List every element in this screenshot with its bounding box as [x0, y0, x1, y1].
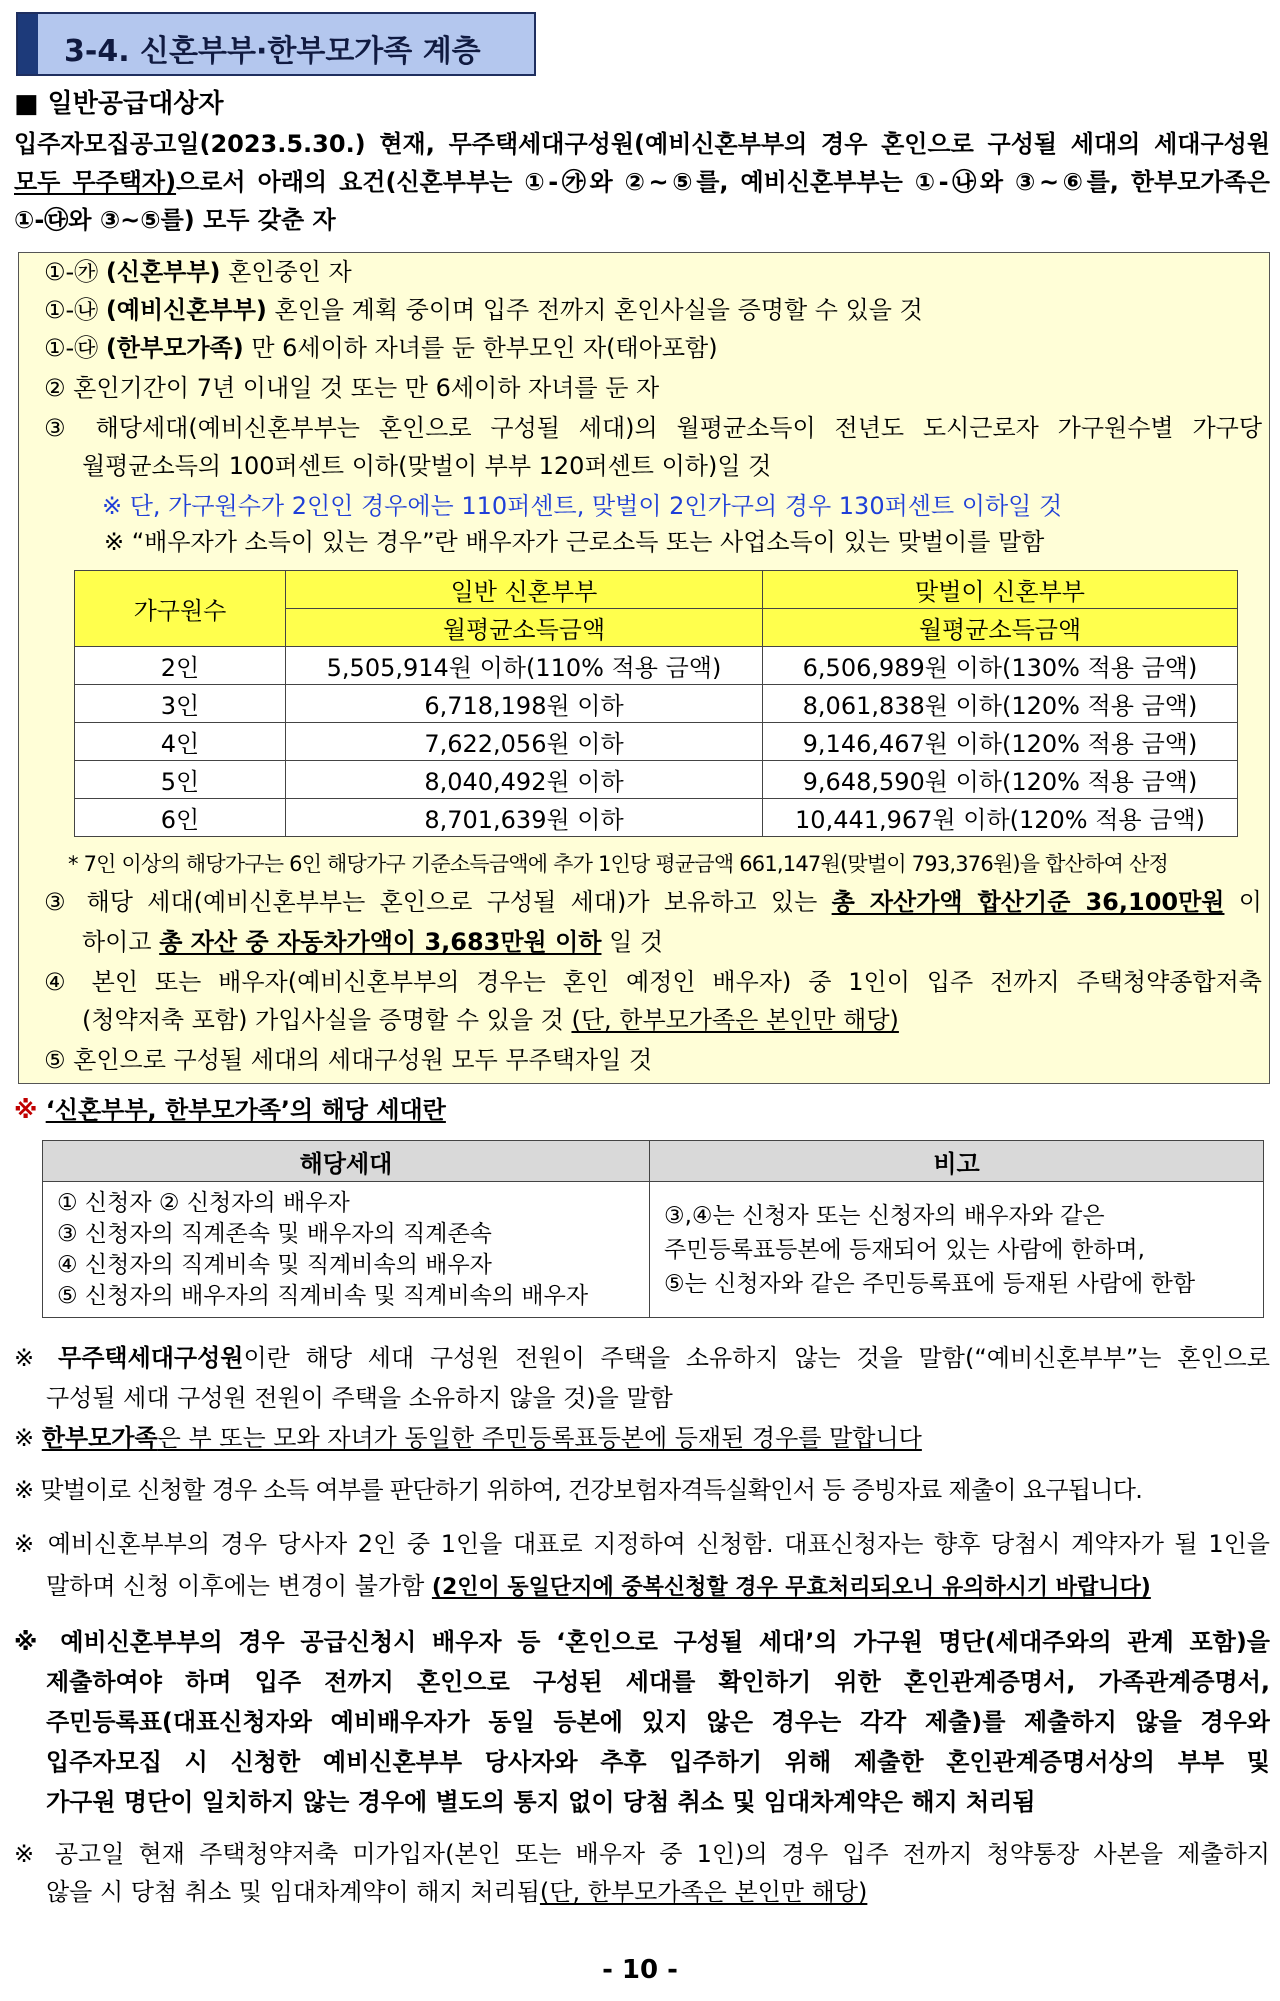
household-remarks-cell	[650, 1182, 1264, 1318]
section-header-bar	[18, 14, 38, 74]
note-6-line-2	[46, 1876, 867, 1908]
table-row	[75, 685, 1238, 723]
note-5-line-3: 주민등록표(대표신청자와 예비배우자가 동일 등본에 있지 않은 경우는 각각 제출)를 제출하지 않을 경우와	[46, 1708, 1270, 1736]
household-size: 5인	[75, 761, 286, 799]
req-1a-bold: (신혼부부)	[105, 258, 221, 286]
dual-income: 9,146,467원 이하(120% 적용 금액)	[763, 723, 1238, 761]
note-4-line-2	[46, 1570, 1151, 1604]
note-5-line-4: 입주자모집 시 신청한 예비신혼부부 당사자와 추후 입주하기 위해 제출한 혼인관계증명서상의 부부 및	[46, 1748, 1270, 1776]
req-1b-text: 혼인을 계획 중이며 입주 전까지 혼인사실을 증명할 수 있을 것	[266, 296, 923, 324]
household-remark: ③,④는 신청자 또는 신청자의 배우자와 같은	[664, 1202, 1105, 1229]
page-number: - 10 -	[602, 1955, 678, 1985]
general-income: 8,040,492원 이하	[286, 761, 763, 799]
general-heading: ■ 일반공급대상자	[14, 89, 224, 119]
req-1b	[44, 294, 923, 326]
household-remark: ⑤는 신청자와 같은 주민등록표에 등재된 사람에 한함	[664, 1270, 1196, 1297]
note-5-line-5: 가구원 명단이 일치하지 않는 경우에 별도의 통지 없이 당첨 취소 및 임대차계약은 해지 처리됨	[46, 1788, 1036, 1816]
req-1c-prefix: ①-㉰	[44, 334, 99, 362]
note-2-mark: ※	[14, 1424, 42, 1452]
household-size: 2인	[75, 647, 286, 685]
table-row	[75, 799, 1238, 837]
household-size: 3인	[75, 685, 286, 723]
table-row	[75, 647, 1238, 685]
req-1c	[44, 332, 718, 364]
asset-total: 총 자산가액 합산기준 36,100만원	[831, 888, 1225, 916]
household-remark: 주민등록표등본에 등재되어 있는 사람에 한하며,	[664, 1236, 1145, 1263]
section-title: 3-4. 신혼부부·한부모가족 계층	[64, 34, 481, 69]
household-heading	[14, 1094, 446, 1126]
asset-line-2	[82, 926, 663, 958]
req-1a-text: 혼인중인 자	[220, 258, 352, 286]
dual-income: 10,441,967원 이하(120% 적용 금액)	[763, 799, 1238, 837]
note-4-line-1: ※ 예비신혼부부의 경우 당사자 2인 중 1인을 대표로 지정하여 신청함. 대표신청자는 향후 당첨시 계약자가 될 1인을	[14, 1530, 1270, 1558]
income-col-general: 일반 신혼부부	[286, 571, 763, 609]
dual-income: 9,648,590원 이하(120% 적용 금액)	[763, 761, 1238, 799]
asset-line-1-end: 이	[1224, 888, 1262, 916]
household-col-household: 해당세대	[43, 1141, 650, 1182]
note-2-term: 한부모가족	[41, 1424, 158, 1452]
household-size: 6인	[75, 799, 286, 837]
note-1-term: 무주택세대구성원	[58, 1344, 244, 1372]
asset-car: 총 자산 중 자동차가액이 3,683만원 이하	[159, 928, 602, 956]
intro-underlined: 모두 무주택자)	[14, 168, 177, 196]
req-5: ⑤ 혼인으로 구성될 세대의 세대구성원 모두 무주택자일 것	[44, 1046, 653, 1074]
note-6-exception: (단, 한부모가족은 본인만 해당)	[539, 1878, 868, 1906]
req-4-line-1: ④ 본인 또는 배우자(예비신혼부부의 경우는 혼인 예정인 배우자) 중 1인이 입주 전까지 주택청약종합저축	[44, 968, 1262, 996]
note-spouse: ※ “배우자가 소득이 있는 경우”란 배우자가 근로소득 또는 사업소득이 있는 맞벌이를 말함	[104, 528, 1045, 556]
household-col-remark: 비고	[650, 1141, 1264, 1182]
note-blue: ※ 단, 가구원수가 2인인 경우에는 110퍼센트, 맞벌이 2인가구의 경우 130퍼센트 이하일 것	[102, 492, 1063, 520]
asset-line-1	[44, 886, 1262, 920]
household-table	[42, 1140, 1264, 1318]
household-item: ① 신청자 ② 신청자의 배우자	[57, 1189, 350, 1216]
note-2	[14, 1422, 922, 1454]
income-sub-general: 월평균소득금액	[286, 609, 763, 647]
req-3-line-1: ③ 해당세대(예비신혼부부는 혼인으로 구성될 세대)의 월평균소득이 전년도 도시근로자 가구원수별 가구당	[44, 414, 1262, 442]
req-1b-bold: (예비신혼부부)	[105, 296, 267, 324]
req-1c-bold: (한부모가족)	[105, 334, 244, 362]
intro-line-1: 입주자모집공고일(2023.5.30.) 현재, 무주택세대구성원(예비신혼부부의 경우 혼인으로 구성될 세대의 세대구성원	[14, 130, 1270, 158]
general-income: 6,718,198원 이하	[286, 685, 763, 723]
note-6-line-1: ※ 공고일 현재 주택청약저축 미가입자(본인 또는 배우자 중 1인)의 경우 입주 전까지 청약통장 사본을 제출하지	[14, 1840, 1270, 1868]
table-row	[75, 723, 1238, 761]
req-2: ② 혼인기간이 7년 이내일 것 또는 만 6세이하 자녀를 둔 자	[44, 374, 660, 402]
note-1-line-1	[14, 1342, 1270, 1376]
household-item: ⑤ 신청자의 배우자의 직계비속 및 직계비속의 배우자	[57, 1282, 589, 1309]
note-5-line-2: 제출하여야 하며 입주 전까지 혼인으로 구성된 세대를 확인하기 위한 혼인관계증명서, 가족관계증명서,	[46, 1668, 1270, 1696]
note-4-warning: (2인이 동일단지에 중복신청할 경우 무효처리되오니 유의하시기 바랍니다)	[431, 1575, 1151, 1600]
household-size: 4인	[75, 723, 286, 761]
note-3: ※ 맞벌이로 신청할 경우 소득 여부를 판단하기 위하여, 건강보험자격득실확인서 등 증빙자료 제출이 요구됩니다.	[14, 1476, 1143, 1504]
req-4-line-2-text: (청약저축 포함) 가입사실을 증명할 수 있을 것	[82, 1006, 572, 1034]
note-4-line-2-text: 말하며 신청 이후에는 변경이 불가함	[46, 1572, 432, 1600]
general-income: 7,622,056원 이하	[286, 723, 763, 761]
household-heading-text: ‘신혼부부, 한부모가족’의 해당 세대란	[45, 1096, 446, 1124]
intro-line-3: ①-㉰와 ③~⑤를) 모두 갖춘 자	[14, 206, 336, 234]
dual-income: 8,061,838원 이하(120% 적용 금액)	[763, 685, 1238, 723]
intro-line-2-text: 으로서 아래의 요건(신혼부부는 ①-㉮와 ②~⑤를, 예비신혼부부는 ①-㉯와 ③~⑥를, 한부모가족은	[176, 168, 1270, 196]
household-item: ④ 신청자의 직계비속 및 직계비속의 배우자	[57, 1251, 492, 1278]
income-table	[74, 570, 1238, 837]
household-items-cell	[43, 1182, 650, 1318]
asset-line-1-text: ③ 해당 세대(예비신혼부부는 혼인으로 구성될 세대)가 보유하고 있는	[44, 888, 832, 916]
household-heading-mark: ※	[14, 1096, 46, 1124]
note-5-line-1: ※ 예비신혼부부의 경우 공급신청시 배우자 등 ‘혼인으로 구성될 세대’의 가구원 명단(세대주와의 관계 포함)을	[14, 1628, 1270, 1656]
note-1-line-2: 구성될 세대 구성원 전원이 주택을 소유하지 않을 것)을 말함	[46, 1384, 673, 1412]
household-item: ③ 신청자의 직계존속 및 배우자의 직계존속	[57, 1220, 492, 1247]
table-row	[75, 761, 1238, 799]
req-1c-text: 만 6세이하 자녀를 둔 한부모인 자(태아포함)	[243, 334, 718, 362]
general-income: 5,505,914원 이하(110% 적용 금액)	[286, 647, 763, 685]
note-6-line-2-text: 않을 시 당첨 취소 및 임대차계약이 해지 처리됨	[46, 1878, 540, 1906]
dual-income: 6,506,989원 이하(130% 적용 금액)	[763, 647, 1238, 685]
table-note: * 7인 이상의 해당가구는 6인 해당가구 기준소득금액에 추가 1인당 평균금액 661,147원(맞벌이 793,376원)을 합산하여 산정	[68, 852, 1168, 876]
req-1a-prefix: ①-㉮	[44, 258, 99, 286]
section-header	[16, 12, 536, 76]
asset-line-2-text: 하이고	[82, 928, 160, 956]
req-4-line-2	[82, 1004, 899, 1036]
intro-line-2	[14, 166, 1270, 200]
income-sub-dual: 월평균소득금액	[763, 609, 1238, 647]
req-1a	[44, 256, 352, 288]
req-3-line-2: 월평균소득의 100퍼센트 이하(맞벌이 부부 120퍼센트 이하)일 것	[82, 452, 772, 480]
note-2-text: 은 부 또는 모와 자녀가 동일한 주민등록표등본에 등재된 경우를 말합니다	[157, 1424, 922, 1452]
income-col-dual: 맞벌이 신혼부부	[763, 571, 1238, 609]
note-1-mark: ※	[14, 1344, 59, 1372]
income-col-household: 가구원수	[75, 571, 286, 647]
general-income: 8,701,639원 이하	[286, 799, 763, 837]
req-4-exception: (단, 한부모가족은 본인만 해당)	[571, 1006, 899, 1034]
note-1-text: 이란 해당 세대 구성원 전원이 주택을 소유하지 않는 것을 말함(“예비신혼부부”는 혼인으로	[243, 1344, 1270, 1372]
asset-line-2-end: 일 것	[601, 928, 664, 956]
req-1b-prefix: ①-㉯	[44, 296, 99, 324]
